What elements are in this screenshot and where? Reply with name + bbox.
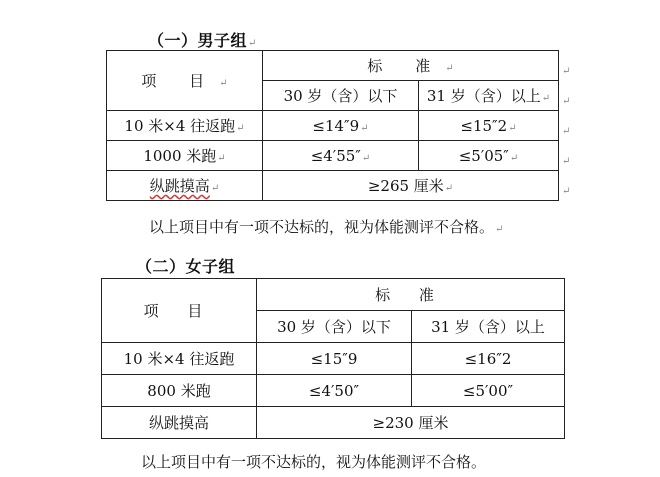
female-value: ≥230 厘米 xyxy=(257,407,565,439)
female-standards-table xyxy=(101,278,565,439)
female-header-standard: 标 准 xyxy=(257,279,565,311)
table-row xyxy=(102,375,565,407)
male-header-item: 项 目↵ xyxy=(107,51,263,111)
table-row xyxy=(102,407,565,439)
paragraph-mark-icon: ↵ xyxy=(562,96,571,107)
paragraph-mark-icon: ↵ xyxy=(562,156,571,167)
male-group-heading xyxy=(148,28,257,51)
table-row xyxy=(107,141,559,171)
table-row xyxy=(107,111,559,141)
male-note: 以上项目中有一项不达标的，视为体能测评不合格。↵ xyxy=(149,218,504,236)
female-value: ≤5′00″ xyxy=(412,375,565,407)
male-value: ≤14″9↵ xyxy=(263,111,419,141)
male-header-standard: 标 准↵ xyxy=(263,51,559,81)
female-item-shuttle-run: 10 米×4 往返跑 xyxy=(102,343,257,375)
male-value: ≤5′05″↵ xyxy=(419,141,559,171)
female-group-heading: （二）女子组 xyxy=(136,257,236,276)
male-item-shuttle-run: 10 米×4 往返跑↵ xyxy=(107,111,263,141)
paragraph-mark-icon: ↵ xyxy=(562,126,571,137)
male-value: ≤4′55″↵ xyxy=(263,141,419,171)
table-row xyxy=(102,343,565,375)
male-item-vertical-jump: 纵跳摸高↵ xyxy=(107,171,263,201)
female-item-vertical-jump: 纵跳摸高 xyxy=(102,407,257,439)
female-note: 以上项目中有一项不达标的，视为体能测评不合格。 xyxy=(141,453,487,471)
female-header-age-30-below: 30 岁（含）以下 xyxy=(257,311,412,343)
female-header-item: 项 目 xyxy=(102,279,257,343)
table-row xyxy=(107,171,559,201)
paragraph-mark-icon: ↵ xyxy=(562,186,571,197)
male-value: ≤15″2↵ xyxy=(419,111,559,141)
female-value: ≤15″9 xyxy=(257,343,412,375)
female-value: ≤16″2 xyxy=(412,343,565,375)
male-standards-table xyxy=(106,50,559,201)
paragraph-mark-icon: ↵ xyxy=(562,66,571,77)
female-header-age-31-above: 31 岁（含）以上 xyxy=(412,311,565,343)
male-item-1000m-run: 1000 米跑↵ xyxy=(107,141,263,171)
male-group-heading-text: （一）男子组 xyxy=(148,31,248,50)
female-item-800m-run: 800 米跑 xyxy=(102,375,257,407)
female-value: ≤4′50″ xyxy=(257,375,412,407)
male-header-age-31-above: 31 岁（含）以上↵ xyxy=(419,81,559,111)
paragraph-mark-icon: ↵ xyxy=(495,224,504,235)
paragraph-mark-icon: ↵ xyxy=(248,38,257,49)
male-value: ≥265 厘米↵ xyxy=(263,171,559,201)
male-header-age-30-below: 30 岁（含）以下 xyxy=(263,81,419,111)
